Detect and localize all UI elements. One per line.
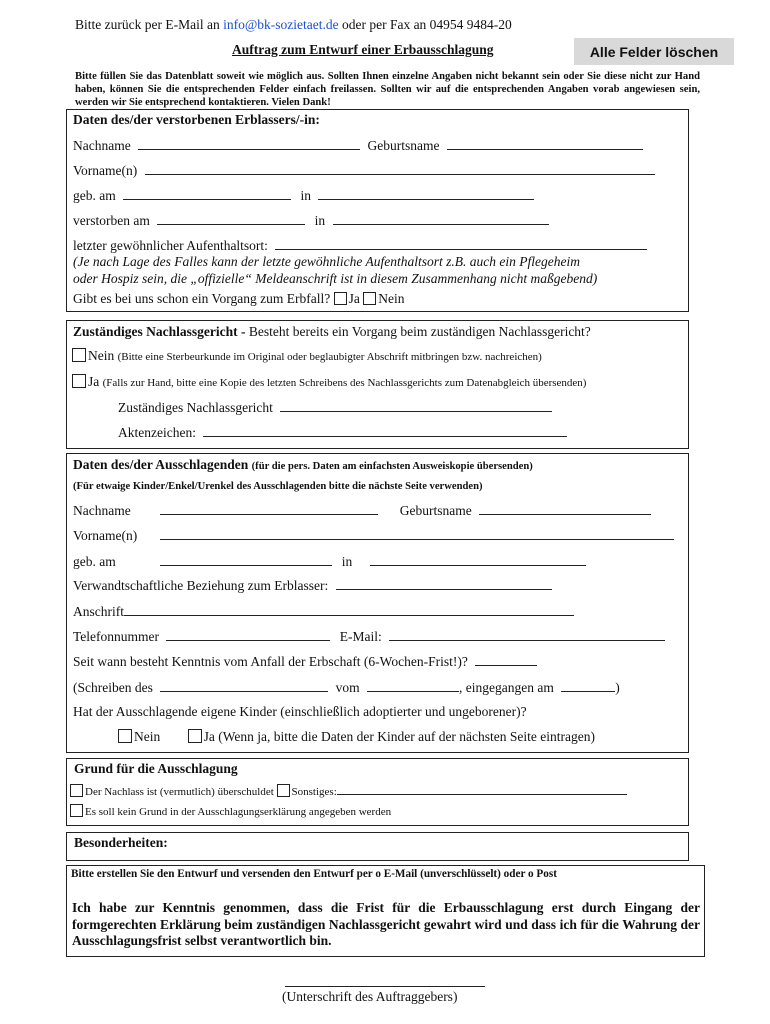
reason-heading: Grund für die Ausschlagung bbox=[74, 761, 238, 776]
deathplace-in-label: in bbox=[314, 213, 326, 228]
renouncer-nachname-field[interactable] bbox=[160, 502, 378, 515]
children-nein-label: Nein bbox=[134, 729, 161, 744]
contact-row bbox=[73, 628, 665, 645]
court-nein-note: (Bitte eine Sterbeurkunde im Original oder beglaubigter Abschrift mitbringen bzw. nachreichen) bbox=[117, 351, 542, 363]
renouncer-geburtsname-field[interactable] bbox=[479, 502, 651, 515]
no-reason-label: Es soll kein Grund in der Ausschlagungserklärung angegeben werden bbox=[85, 806, 392, 818]
reason-row-1 bbox=[70, 784, 627, 798]
no-reason-checkbox[interactable] bbox=[70, 804, 83, 817]
letter-close: ) bbox=[615, 680, 620, 695]
residence-note-2: oder Hospiz sein, die „offizielle“ Meldeanschrift ist in diesem Zusammenhang nicht maßgebend) bbox=[73, 271, 598, 286]
nachname-label: Nachname bbox=[73, 138, 131, 153]
decedent-name-row bbox=[73, 137, 643, 154]
renouncer-geb-am-label: geb. am bbox=[73, 554, 116, 569]
court-ja-row bbox=[72, 374, 586, 390]
birthplace-in-label: in bbox=[300, 188, 312, 203]
court-file-row bbox=[118, 424, 567, 441]
own-children-options bbox=[118, 729, 595, 745]
letter-received-field[interactable] bbox=[561, 679, 615, 692]
knowledge-field[interactable] bbox=[475, 653, 537, 666]
letter-row bbox=[73, 679, 620, 696]
letter-received-label: , eingegangen am bbox=[459, 680, 554, 695]
send-prefix: Bitte zurück per E-Mail an bbox=[75, 17, 220, 32]
overindebted-checkbox[interactable] bbox=[70, 784, 83, 797]
renouncer-nachname-label: Nachname bbox=[73, 503, 131, 518]
court-file-field[interactable] bbox=[203, 424, 567, 437]
renouncer-geburtsname-label: Geburtsname bbox=[399, 503, 472, 518]
court-nein-row bbox=[72, 348, 542, 364]
court-name-field[interactable] bbox=[280, 399, 552, 412]
renouncer-email-label: E-Mail: bbox=[339, 629, 382, 644]
residence-note-1: (Je nach Lage des Falles kann der letzte gewöhnliche Aufenthaltsort z.B. auch ein Pflegeheim bbox=[73, 254, 581, 269]
renouncer-email-field[interactable] bbox=[389, 628, 665, 641]
aufenthalt-label: letzter gewöhnlicher Aufenthaltsort: bbox=[73, 238, 268, 253]
renouncer-vorname-field[interactable] bbox=[160, 527, 674, 540]
children-nein-checkbox[interactable] bbox=[118, 729, 132, 743]
renouncer-vorname-row bbox=[73, 527, 674, 544]
letter-date-field[interactable] bbox=[367, 679, 459, 692]
vorgang-ja-label: Ja bbox=[348, 291, 360, 306]
intro-text: Bitte füllen Sie das Datenblatt soweit wie möglich aus. Sollten Ihnen einzelne Angaben nicht bekannt sein oder Sie diese nicht zur Hand haben, können Sie die entsprechenden Felder einfach freilassen. Sollten wir auf die entsprechenden Angaben vorab angewiesen sein, werden wir Sie entsprechend kontaktieren. Vielen Dank! bbox=[75, 71, 700, 109]
decedent-heading: Daten des/der verstorbenen Erblassers/-in: bbox=[73, 112, 320, 127]
renouncer-name-row bbox=[73, 502, 651, 519]
renouncer-heading: Daten des/der Ausschlagenden bbox=[73, 457, 249, 472]
send-instructions bbox=[75, 17, 512, 33]
court-nein-label: Nein bbox=[88, 348, 115, 363]
renouncer-children-note: (Für etwaige Kinder/Enkel/Urenkel des Ausschlagenden bitte die nächste Seite verwenden) bbox=[73, 481, 483, 492]
renouncer-in-label: in bbox=[341, 554, 353, 569]
court-name-row bbox=[118, 399, 552, 416]
decedent-birth-row bbox=[73, 187, 534, 204]
children-ja-label: Ja (Wenn ja, bitte die Daten der Kinder auf der nächsten Seite eintragen) bbox=[203, 729, 595, 744]
send-suffix: oder per Fax an 04954 9484-20 bbox=[341, 17, 512, 32]
court-heading-row bbox=[73, 324, 591, 340]
court-ja-checkbox[interactable] bbox=[72, 374, 86, 388]
phone-label: Telefonnummer bbox=[73, 629, 160, 644]
decedent-birthplace-field[interactable] bbox=[318, 187, 534, 200]
relation-row bbox=[73, 577, 552, 594]
address-field[interactable] bbox=[124, 603, 574, 616]
decedent-geburtsname-field[interactable] bbox=[447, 137, 643, 150]
signature-line[interactable] bbox=[285, 986, 485, 987]
other-reason-checkbox[interactable] bbox=[277, 784, 290, 797]
special-heading: Besonderheiten: bbox=[74, 835, 168, 850]
email-link[interactable]: info@bk-sozietaet.de bbox=[223, 17, 339, 32]
letter-prefix: (Schreiben des bbox=[73, 680, 153, 695]
decedent-deathdate-field[interactable] bbox=[157, 212, 305, 225]
address-row bbox=[73, 603, 574, 620]
own-children-question: Hat der Ausschlagende eigene Kinder (einschließlich adoptierter und ungeborener)? bbox=[73, 704, 527, 719]
court-question: Besteht bereits ein Vorgang beim zuständigen Nachlassgericht? bbox=[248, 324, 591, 339]
decedent-residence-field[interactable] bbox=[275, 237, 647, 250]
reason-row-2 bbox=[70, 804, 391, 818]
geb-am-label: geb. am bbox=[73, 188, 116, 203]
court-name-label: Zuständiges Nachlassgericht bbox=[118, 400, 273, 415]
vorgang-question: Gibt es bei uns schon ein Vorgang zum Erbfall? bbox=[73, 291, 331, 306]
renouncer-heading-row bbox=[73, 457, 533, 473]
other-reason-label: Sonstiges: bbox=[291, 786, 337, 798]
decedent-death-row bbox=[73, 212, 549, 229]
acknowledgement-text: Ich habe zur Kenntnis genommen, dass die Frist für die Erbausschlagung erst durch Eingang der formgerechten Erklärung beim zuständigen Nachlassgericht gewahrt wird und dass ich für die Wahrung der Ausschlagungsfrist selbst verantwortlich bin. bbox=[72, 900, 700, 948]
knowledge-row bbox=[73, 653, 537, 670]
vorname-label: Vorname(n) bbox=[73, 163, 138, 178]
decedent-vorname-field[interactable] bbox=[145, 162, 655, 175]
delivery-text: Bitte erstellen Sie den Entwurf und versenden den Entwurf per o E-Mail (unverschlüsselt) oder o Post bbox=[71, 868, 557, 880]
letter-sender-field[interactable] bbox=[160, 679, 328, 692]
renouncer-heading-note: (für die pers. Daten am einfachsten Ausweiskopie übersenden) bbox=[251, 461, 533, 472]
renouncer-vorname-label: Vorname(n) bbox=[73, 528, 138, 543]
clear-all-button[interactable]: Alle Felder löschen bbox=[574, 38, 734, 65]
decedent-vorname-row bbox=[73, 162, 655, 179]
court-ja-label: Ja bbox=[88, 374, 100, 389]
court-ja-note: (Falls zur Hand, bitte eine Kopie des letzten Schreibens des Nachlassgerichts zum Datenabgleich übersenden) bbox=[102, 377, 587, 389]
court-file-label: Aktenzeichen: bbox=[118, 425, 196, 440]
letter-from-label: vom bbox=[335, 680, 360, 695]
vorgang-ja-checkbox[interactable] bbox=[334, 292, 347, 305]
other-reason-field[interactable] bbox=[337, 784, 627, 795]
decedent-nachname-field[interactable] bbox=[138, 137, 360, 150]
renouncer-birthdate-field[interactable] bbox=[160, 553, 332, 566]
relation-label: Verwandtschaftliche Beziehung zum Erblasser: bbox=[73, 578, 329, 593]
phone-field[interactable] bbox=[166, 628, 330, 641]
court-nein-checkbox[interactable] bbox=[72, 348, 86, 362]
vorgang-nein-checkbox[interactable] bbox=[363, 292, 376, 305]
children-ja-checkbox[interactable] bbox=[188, 729, 202, 743]
court-heading: Zuständiges Nachlassgericht - bbox=[73, 324, 246, 339]
relation-field[interactable] bbox=[336, 577, 552, 590]
vorgang-nein-label: Nein bbox=[378, 291, 405, 306]
vorgang-row bbox=[73, 291, 404, 307]
knowledge-label: Seit wann besteht Kenntnis vom Anfall der Erbschaft (6-Wochen-Frist!)? bbox=[73, 654, 468, 669]
geburtsname-label: Geburtsname bbox=[367, 138, 440, 153]
decedent-deathplace-field[interactable] bbox=[333, 212, 549, 225]
renouncer-birthplace-field[interactable] bbox=[370, 553, 586, 566]
verstorben-am-label: verstorben am bbox=[73, 213, 150, 228]
signature-label: (Unterschrift des Auftraggebers) bbox=[282, 989, 458, 1004]
decedent-residence-row bbox=[73, 237, 647, 254]
renouncer-birth-row bbox=[73, 553, 586, 570]
overindebted-label: Der Nachlass ist (vermutlich) überschuldet bbox=[85, 786, 274, 798]
page-title: Auftrag zum Entwurf einer Erbausschlagung bbox=[232, 42, 494, 57]
address-label: Anschrift bbox=[73, 604, 124, 619]
decedent-birthdate-field[interactable] bbox=[123, 187, 291, 200]
